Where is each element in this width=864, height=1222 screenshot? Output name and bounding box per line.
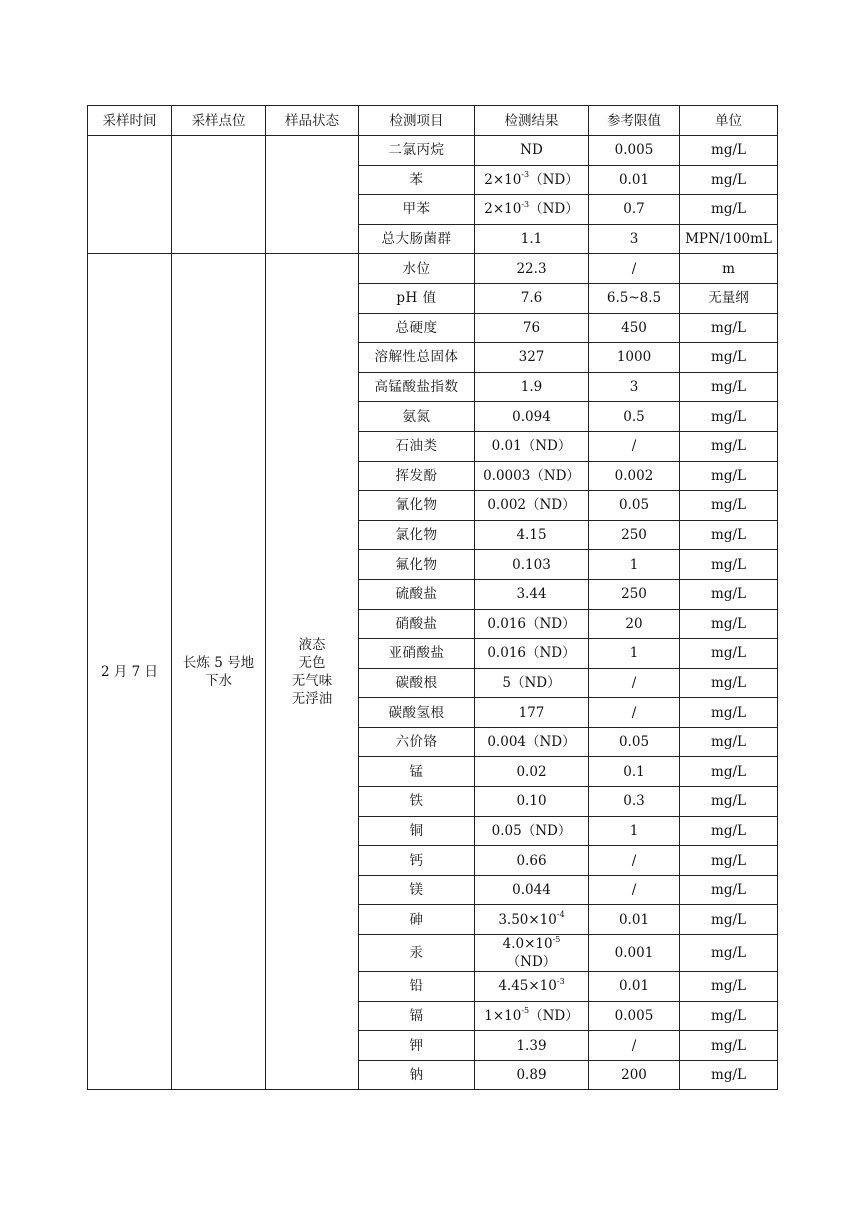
- result-exponent: -5: [552, 934, 561, 944]
- limit-cell: /: [589, 698, 680, 728]
- limit-cell: 1000: [589, 343, 680, 373]
- result-cell: 3.44: [475, 579, 589, 609]
- item-cell: 硫酸盐: [359, 579, 475, 609]
- result-cell: 0.66: [475, 846, 589, 876]
- state-text-line: 无浮油: [291, 690, 333, 707]
- unit-cell: mg/L: [680, 343, 778, 373]
- result-exponent: -3: [521, 199, 530, 209]
- merged-site-cell: [172, 136, 266, 254]
- result-cell: 0.0003（ND）: [475, 461, 589, 491]
- unit-cell: mg/L: [680, 431, 778, 461]
- item-cell: 总硬度: [359, 313, 475, 343]
- item-cell: 铜: [359, 816, 475, 846]
- unit-cell: mg/L: [680, 972, 778, 1002]
- item-cell: 砷: [359, 905, 475, 935]
- limit-cell: 0.002: [589, 461, 680, 491]
- item-cell: 镉: [359, 1001, 475, 1031]
- item-cell: 钙: [359, 846, 475, 876]
- unit-cell: mg/L: [680, 1031, 778, 1061]
- limit-cell: 0.3: [589, 787, 680, 817]
- results-table: [87, 105, 778, 1090]
- state-text-line: 无气味: [291, 672, 333, 689]
- result-cell: [475, 1001, 589, 1031]
- unit-cell: mg/L: [680, 935, 778, 972]
- result-cell: 0.10: [475, 787, 589, 817]
- state-text-line: 液态: [298, 636, 326, 653]
- result-cell: 0.016（ND）: [475, 639, 589, 669]
- unit-cell: mg/L: [680, 550, 778, 580]
- merged-state-cell: [266, 136, 359, 254]
- result-cell: 0.094: [475, 402, 589, 432]
- item-cell: 二氯丙烷: [359, 136, 475, 166]
- item-cell: 亚硝酸盐: [359, 639, 475, 669]
- unit-cell: mg/L: [680, 727, 778, 757]
- sample-state-cell: [266, 254, 359, 1090]
- result-cell: 0.002（ND）: [475, 491, 589, 521]
- limit-cell: 0.01: [589, 905, 680, 935]
- result-cell: 0.05（ND）: [475, 816, 589, 846]
- result-cell: 1.1: [475, 224, 589, 254]
- site-text-line: 下水: [205, 672, 232, 689]
- header-unit: 单位: [680, 106, 778, 136]
- header-test-item: 检测项目: [359, 106, 475, 136]
- result-base: 4.0×10: [502, 936, 553, 953]
- limit-cell: 20: [589, 609, 680, 639]
- unit-cell: mg/L: [680, 461, 778, 491]
- limit-cell: 0.05: [589, 491, 680, 521]
- unit-cell: mg/L: [680, 402, 778, 432]
- limit-cell: 0.1: [589, 757, 680, 787]
- item-cell: 六价铬: [359, 727, 475, 757]
- result-cell: 0.004（ND）: [475, 727, 589, 757]
- table-row: [88, 254, 778, 284]
- unit-cell: MPN/100mL: [680, 224, 778, 254]
- unit-cell: m: [680, 254, 778, 284]
- limit-cell: 3: [589, 372, 680, 402]
- unit-cell: mg/L: [680, 609, 778, 639]
- result-exponent: -3: [521, 170, 530, 180]
- result-suffix: （ND）: [529, 171, 579, 188]
- limit-cell: 200: [589, 1060, 680, 1090]
- limit-cell: 250: [589, 579, 680, 609]
- limit-cell: 0.01: [589, 972, 680, 1002]
- unit-cell: mg/L: [680, 846, 778, 876]
- header-reference-limit: 参考限值: [589, 106, 680, 136]
- result-cell: 0.103: [475, 550, 589, 580]
- result-cell: 327: [475, 343, 589, 373]
- result-cell: 4.15: [475, 520, 589, 550]
- unit-cell: mg/L: [680, 491, 778, 521]
- item-cell: 溶解性总固体: [359, 343, 475, 373]
- limit-cell: 0.01: [589, 165, 680, 195]
- result-exponent: -3: [556, 976, 565, 986]
- unit-cell: mg/L: [680, 875, 778, 905]
- item-cell: 高锰酸盐指数: [359, 372, 475, 402]
- result-cell: [475, 972, 589, 1002]
- limit-cell: 0.005: [589, 1001, 680, 1031]
- limit-cell: 3: [589, 224, 680, 254]
- limit-cell: /: [589, 431, 680, 461]
- header-sampling-time: 采样时间: [88, 106, 172, 136]
- limit-cell: 6.5~8.5: [589, 283, 680, 313]
- result-cell: 177: [475, 698, 589, 728]
- result-base: 2×10: [484, 171, 522, 188]
- header-test-result: 检测结果: [475, 106, 589, 136]
- item-cell: pH 值: [359, 283, 475, 313]
- limit-cell: 0.001: [589, 935, 680, 972]
- limit-cell: 0.7: [589, 195, 680, 225]
- result-suffix: （ND）: [529, 201, 579, 218]
- result-base: 1×10: [484, 1007, 522, 1024]
- result-cell: [475, 935, 589, 972]
- item-cell: 铅: [359, 972, 475, 1002]
- limit-cell: /: [589, 254, 680, 284]
- unit-cell: mg/L: [680, 520, 778, 550]
- limit-cell: 1: [589, 816, 680, 846]
- unit-cell: mg/L: [680, 639, 778, 669]
- item-cell: 镁: [359, 875, 475, 905]
- header-sample-state: 样品状态: [266, 106, 359, 136]
- result-cell: 5（ND）: [475, 668, 589, 698]
- result-cell: 22.3: [475, 254, 589, 284]
- limit-cell: 450: [589, 313, 680, 343]
- result-cell: 0.044: [475, 875, 589, 905]
- header-sampling-site: 采样点位: [172, 106, 266, 136]
- result-cell: 7.6: [475, 283, 589, 313]
- item-cell: 石油类: [359, 431, 475, 461]
- result-base: 2×10: [484, 201, 522, 218]
- item-cell: 苯: [359, 165, 475, 195]
- site-text-line: 长炼 5 号地: [182, 654, 255, 671]
- merged-time-cell: [88, 136, 172, 254]
- item-cell: 锰: [359, 757, 475, 787]
- result-cell: [475, 195, 589, 225]
- result-exponent: -4: [556, 910, 565, 920]
- item-cell: 氟化物: [359, 550, 475, 580]
- unit-cell: mg/L: [680, 195, 778, 225]
- limit-cell: 0.05: [589, 727, 680, 757]
- table-row: [88, 136, 778, 166]
- state-text-line: 无色: [298, 654, 326, 671]
- unit-cell: mg/L: [680, 579, 778, 609]
- limit-cell: /: [589, 846, 680, 876]
- result-suffix: （ND）: [506, 954, 557, 971]
- limit-cell: 1: [589, 550, 680, 580]
- sampling-site-cell: [172, 254, 266, 1090]
- result-cell: [475, 905, 589, 935]
- result-cell: 0.89: [475, 1060, 589, 1090]
- unit-cell: mg/L: [680, 136, 778, 166]
- item-cell: 钠: [359, 1060, 475, 1090]
- result-cell: ND: [475, 136, 589, 166]
- limit-cell: /: [589, 1031, 680, 1061]
- unit-cell: mg/L: [680, 1060, 778, 1090]
- result-base: 4.45×10: [498, 978, 557, 995]
- item-cell: 钾: [359, 1031, 475, 1061]
- item-cell: 挥发酚: [359, 461, 475, 491]
- item-cell: 总大肠菌群: [359, 224, 475, 254]
- result-exponent: -5: [521, 1006, 530, 1016]
- item-cell: 硝酸盐: [359, 609, 475, 639]
- result-cell: 1.39: [475, 1031, 589, 1061]
- unit-cell: mg/L: [680, 816, 778, 846]
- item-cell: 水位: [359, 254, 475, 284]
- item-cell: 汞: [359, 935, 475, 972]
- result-cell: 1.9: [475, 372, 589, 402]
- result-cell: 76: [475, 313, 589, 343]
- unit-cell: mg/L: [680, 668, 778, 698]
- header-row: [88, 106, 778, 136]
- unit-cell: mg/L: [680, 698, 778, 728]
- item-cell: 氰化物: [359, 491, 475, 521]
- result-cell: [475, 165, 589, 195]
- unit-cell: mg/L: [680, 787, 778, 817]
- limit-cell: 250: [589, 520, 680, 550]
- unit-cell: mg/L: [680, 313, 778, 343]
- item-cell: 甲苯: [359, 195, 475, 225]
- limit-cell: /: [589, 875, 680, 905]
- unit-cell: mg/L: [680, 165, 778, 195]
- result-cell: 0.01（ND）: [475, 431, 589, 461]
- result-suffix: （ND）: [529, 1007, 579, 1024]
- item-cell: 碳酸氢根: [359, 698, 475, 728]
- sampling-time-cell: 2 月 7 日: [88, 254, 172, 1090]
- unit-cell: mg/L: [680, 1001, 778, 1031]
- result-cell: 0.016（ND）: [475, 609, 589, 639]
- unit-cell: mg/L: [680, 757, 778, 787]
- item-cell: 氨氮: [359, 402, 475, 432]
- item-cell: 铁: [359, 787, 475, 817]
- item-cell: 碳酸根: [359, 668, 475, 698]
- limit-cell: /: [589, 668, 680, 698]
- unit-cell: mg/L: [680, 905, 778, 935]
- item-cell: 氯化物: [359, 520, 475, 550]
- result-cell: 0.02: [475, 757, 589, 787]
- limit-cell: 0.005: [589, 136, 680, 166]
- unit-cell: 无量纲: [680, 283, 778, 313]
- limit-cell: 1: [589, 639, 680, 669]
- unit-cell: mg/L: [680, 372, 778, 402]
- limit-cell: 0.5: [589, 402, 680, 432]
- result-base: 3.50×10: [498, 911, 557, 928]
